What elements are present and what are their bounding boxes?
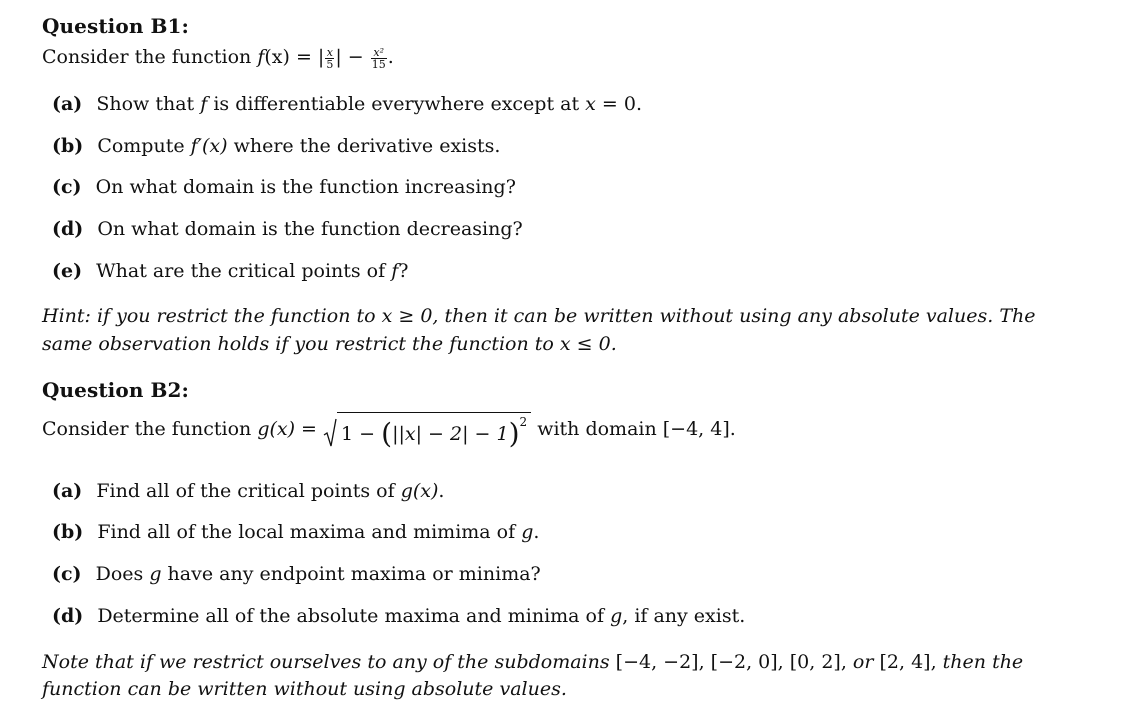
note-text: then the xyxy=(942,651,1024,673)
radicand xyxy=(337,412,531,448)
item-text: . xyxy=(438,480,445,502)
item-math: f′(x) xyxy=(190,135,228,157)
fraction-x2-over-15 xyxy=(371,47,387,70)
item-text: Show that xyxy=(96,93,195,115)
item-label: (b) xyxy=(52,521,84,543)
item-math: g xyxy=(610,605,623,627)
note-math: [−4, −2], [−2, 0], [0, 2], xyxy=(615,651,847,673)
b2-note-line1 xyxy=(42,651,1023,673)
hint-text: Hint: if you restrict the function to xyxy=(42,305,376,327)
b1-item-b xyxy=(52,135,500,157)
note-math: [2, 4], xyxy=(879,651,937,673)
item-text: is differentiable everywhere except at xyxy=(213,93,580,115)
item-text: Compute xyxy=(97,135,185,157)
hint-math: x ≤ 0. xyxy=(559,333,617,355)
b2-item-c xyxy=(52,563,541,585)
function-name: g(x) = xyxy=(257,418,317,440)
item-text: Find all of the local maxima and mimima of xyxy=(97,521,516,543)
frac-denominator: 15 xyxy=(371,57,386,71)
item-label: (b) xyxy=(52,135,84,157)
b1-item-a xyxy=(52,93,642,115)
b1-hint-line2 xyxy=(42,333,617,355)
frac-numerator: x xyxy=(326,45,333,59)
item-text: , if any exist. xyxy=(622,605,746,627)
close-paren: ) xyxy=(508,417,520,450)
item-text: . xyxy=(533,521,540,543)
item-label: (d) xyxy=(52,218,84,240)
function-end: . xyxy=(387,46,394,68)
item-text: What are the critical points of xyxy=(96,260,386,282)
hint-text: same observation holds if you restrict the function to xyxy=(42,333,554,355)
item-text: On what domain is the function decreasing? xyxy=(97,218,523,240)
fraction-x-over-5 xyxy=(325,47,334,70)
b1-item-d xyxy=(52,218,523,240)
note-text: or xyxy=(852,651,874,673)
item-math: x xyxy=(585,93,596,115)
b2-item-b xyxy=(52,521,539,543)
item-text: Find all of the critical points of xyxy=(96,480,395,502)
frac-denominator: 5 xyxy=(326,57,334,71)
exponent: 2 xyxy=(519,415,528,429)
b1-hint-line1 xyxy=(42,305,1035,327)
open-paren: ( xyxy=(381,417,393,450)
item-text: = 0. xyxy=(601,93,643,115)
item-label: (a) xyxy=(52,480,83,502)
question-b1-intro xyxy=(42,46,394,70)
intro-suffix: with domain [−4, 4]. xyxy=(537,418,736,440)
item-label: (d) xyxy=(52,605,84,627)
frac-numerator: x² xyxy=(371,47,387,59)
function-mid: | − xyxy=(335,46,364,68)
item-math: g xyxy=(149,563,162,585)
item-text: where the derivative exists. xyxy=(233,135,501,157)
b2-item-d xyxy=(52,605,745,627)
question-b2-intro xyxy=(42,412,736,448)
item-label: (c) xyxy=(52,563,82,585)
item-label: (e) xyxy=(52,260,83,282)
intro-text: Consider the function xyxy=(42,418,252,440)
item-label: (c) xyxy=(52,176,82,198)
item-text: have any endpoint maxima or minima? xyxy=(167,563,541,585)
hint-math: x ≥ 0, xyxy=(381,305,439,327)
function-open: (x) = | xyxy=(264,46,325,68)
item-text: Determine all of the absolute maxima and minima of xyxy=(97,605,605,627)
intro-text: Consider the function xyxy=(42,46,252,68)
b1-item-e xyxy=(52,260,408,282)
note-text: Note that if we restrict ourselves to any of the subdomains xyxy=(42,651,610,673)
item-math: g xyxy=(521,521,534,543)
item-text: ? xyxy=(398,260,409,282)
function-name: f xyxy=(257,46,265,68)
hint-text: then it can be written without using any absolute values. The xyxy=(444,305,1036,327)
radical-sign-icon xyxy=(323,418,337,448)
item-math: g(x) xyxy=(400,480,439,502)
item-text: Does xyxy=(95,563,144,585)
radicand-start: 1 − xyxy=(341,423,376,445)
b2-note-line2: function can be written without using absolute values. xyxy=(42,678,567,700)
b1-item-c xyxy=(52,176,516,198)
square-root xyxy=(323,412,531,448)
item-text: On what domain is the function increasing? xyxy=(95,176,516,198)
item-math: f xyxy=(200,93,208,115)
question-b2-heading: Question B2: xyxy=(42,378,190,402)
b2-item-a xyxy=(52,480,444,502)
question-b1-heading: Question B1: xyxy=(42,14,190,38)
radicand-inner: ||x| − 2| − 1 xyxy=(392,423,509,445)
item-label: (a) xyxy=(52,93,83,115)
item-math: f xyxy=(391,260,399,282)
